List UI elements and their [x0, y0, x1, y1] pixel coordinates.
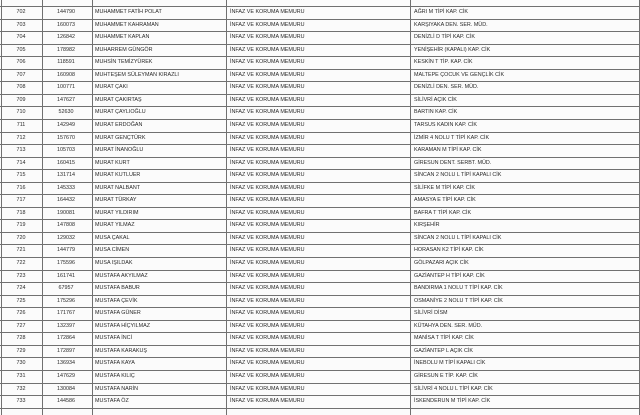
registry-number: 52630: [58, 109, 74, 116]
institution-name: AĞRI M TİPİ KAP. CİK: [414, 9, 469, 15]
registry-number: 144586: [57, 398, 75, 405]
position-title: İNFAZ VE KORUMA MEMURU: [230, 147, 305, 154]
row-divider: [0, 244, 640, 245]
position-title: İNFAZ VE KORUMA MEMURU: [230, 297, 305, 304]
registry-number: 147629: [57, 372, 75, 379]
full-name: MURAT ÇAYLIOĞLU: [95, 109, 146, 116]
row-number: 706: [16, 59, 26, 66]
position-title: İNFAZ VE KORUMA MEMURU: [230, 71, 305, 78]
full-name: MURAT ERDOĞAN: [95, 121, 143, 128]
row-divider: [0, 182, 640, 183]
position-title: İNFAZ VE KORUMA MEMURU: [230, 46, 305, 53]
table-row: [0, 219, 640, 232]
row-number: 707: [16, 71, 26, 78]
row-number: 702: [16, 9, 26, 15]
table-row: [0, 157, 640, 170]
institution-name: GİRESUN DENT. SERBT. MÜD.: [414, 159, 492, 166]
institution-name: HORASAN K2 TİPİ KAP. CİK: [414, 247, 484, 254]
table-row: [0, 357, 640, 370]
registry-number: 118591: [57, 59, 75, 66]
institution-name: KARŞIYAKA DEN. SER. MÜD.: [414, 21, 488, 28]
institution-name: KARAMAN M TİPİ KAP. CİK: [414, 147, 482, 154]
full-name: MUHAMMET FATİH POLAT: [95, 9, 162, 15]
row-divider: [0, 69, 640, 70]
row-number: 732: [16, 385, 26, 392]
institution-name: GAZİANTEP L AÇIK CİK: [414, 347, 474, 354]
table-row: [0, 6, 640, 19]
position-title: İNFAZ VE KORUMA MEMURU: [230, 310, 305, 317]
position-title: İNFAZ VE KORUMA MEMURU: [230, 234, 305, 241]
full-name: MUHTEŞEM SÜLEYMAN KIRAZLI: [95, 71, 179, 78]
full-name: MURAT ÇAKI: [95, 84, 128, 91]
registry-number: 160073: [57, 21, 75, 28]
registry-number: 145333: [57, 184, 75, 191]
institution-name: KESKİN T TİP. KAP. CİK: [414, 59, 473, 66]
registry-number: 157670: [57, 134, 75, 141]
row-divider: [0, 270, 640, 271]
institution-name: SİLİFKE M TİPİ KAP. CİK: [414, 184, 475, 191]
row-number: 731: [16, 372, 26, 379]
table-row: [0, 295, 640, 308]
row-divider: [0, 207, 640, 208]
registry-number: 131714: [57, 172, 75, 179]
position-title: İNFAZ VE KORUMA MEMURU: [230, 96, 305, 103]
institution-name: YENİŞEHİR (KAPALI) KAP. CİK: [414, 46, 491, 53]
position-title: İNFAZ VE KORUMA MEMURU: [230, 360, 305, 367]
institution-name: İNEBOLU M TİPİ KAPALI CİK: [414, 360, 486, 367]
registry-number: 175596: [57, 260, 75, 266]
table-row: [0, 244, 640, 257]
position-title: İNFAZ VE KORUMA MEMURU: [230, 172, 305, 179]
row-number: 703: [16, 21, 26, 28]
full-name: MUSTAFA GÜNER: [95, 310, 141, 317]
row-number: 721: [16, 247, 26, 254]
row-divider: [0, 44, 640, 45]
full-name: MUHAMMET KAPLAN: [95, 34, 150, 41]
institution-name: SİLİVRİ 4 NOLU L TİPİ KAP. CİK: [414, 385, 493, 392]
position-title: İNFAZ VE KORUMA MEMURU: [230, 84, 305, 91]
position-title: İNFAZ VE KORUMA MEMURU: [230, 209, 305, 216]
full-name: MUSTAFA ÇEVİK: [95, 297, 138, 304]
table-row: [0, 44, 640, 57]
institution-name: SİLİVRİ DİSM: [414, 310, 448, 317]
registry-number: 160415: [57, 159, 75, 166]
column-divider: [226, 0, 227, 415]
row-number: 712: [16, 134, 26, 141]
position-title: İNFAZ VE KORUMA MEMURU: [230, 247, 305, 254]
row-divider: [0, 94, 640, 95]
row-divider: [0, 132, 640, 133]
registry-number: 171767: [57, 310, 75, 317]
row-divider: [0, 357, 640, 358]
table-row: [0, 194, 640, 207]
position-title: İNFAZ VE KORUMA MEMURU: [230, 222, 305, 229]
full-name: MUSTAFA HİÇYILMAZ: [95, 322, 151, 329]
full-name: MURAT GENÇTÜRK: [95, 134, 146, 141]
institution-name: MALTEPE ÇOCUK VE GENÇLİK CİK: [414, 71, 505, 78]
full-name: MUSTAFA BABUR: [95, 285, 140, 292]
institution-name: İZMİR 4 NOLU T TİPİ KAP. CİK: [414, 134, 490, 141]
row-number: 718: [16, 209, 26, 216]
table-row: [0, 257, 640, 270]
row-divider: [0, 295, 640, 296]
row-divider: [0, 307, 640, 308]
row-number: 728: [16, 335, 26, 342]
row-number: 719: [16, 222, 26, 229]
registry-number: 144790: [57, 9, 75, 15]
row-divider: [0, 332, 640, 333]
full-name: MURAT KUTLUER: [95, 172, 141, 179]
institution-name: DENİZLİ D TİPİ KAP. CİK: [414, 34, 475, 41]
row-number: 722: [16, 260, 26, 266]
row-number: 711: [16, 121, 26, 128]
row-divider: [0, 56, 640, 57]
full-name: MUHSİN TEMİZYÜREK: [95, 59, 153, 66]
institution-name: KIRŞEHİR: [414, 222, 440, 229]
row-number: 730: [16, 360, 26, 367]
institution-name: OSMANİYE 2 NOLU T TİPİ KAP. CİK: [414, 297, 503, 304]
row-number: 724: [16, 285, 26, 292]
column-divider: [92, 0, 93, 415]
position-title: İNFAZ VE KORUMA MEMURU: [230, 159, 305, 166]
registry-number: 175296: [57, 297, 75, 304]
full-name: MURAT TÜRKAY: [95, 197, 137, 204]
column-divider: [42, 0, 43, 415]
position-title: İNFAZ VE KORUMA MEMURU: [230, 385, 305, 392]
full-name: MUSA IŞILDAK: [95, 260, 133, 266]
row-number: 709: [16, 96, 26, 103]
table-row: [0, 56, 640, 69]
registry-number: 136934: [57, 360, 75, 367]
institution-name: TARSUS KADIN KAP. CİK: [414, 121, 478, 128]
position-title: İNFAZ VE KORUMA MEMURU: [230, 260, 305, 266]
row-divider: [0, 383, 640, 384]
position-title: İNFAZ VE KORUMA MEMURU: [230, 184, 305, 191]
registry-number: 172897: [57, 347, 75, 354]
row-divider: [0, 119, 640, 120]
table-row: [0, 106, 640, 119]
full-name: MURAT YILDIRIM: [95, 209, 139, 216]
table-row: [0, 282, 640, 295]
position-title: İNFAZ VE KORUMA MEMURU: [230, 197, 305, 204]
table-row: [0, 81, 640, 94]
full-name: MUSTAFA AKYILMAZ: [95, 272, 148, 279]
table-row: [0, 320, 640, 333]
row-number: 704: [16, 34, 26, 41]
row-number: 723: [16, 272, 26, 279]
full-name: MUHAMMET KAHRAMAN: [95, 21, 159, 28]
position-title: İNFAZ VE KORUMA MEMURU: [230, 335, 305, 342]
table-row: [0, 307, 640, 320]
row-number: 715: [16, 172, 26, 179]
registry-number: 172864: [57, 335, 75, 342]
row-number: 708: [16, 84, 26, 91]
column-divider: [1, 0, 2, 415]
institution-name: MANİSA T TİPİ KAP. CİK: [414, 335, 474, 342]
registry-number: 129032: [57, 234, 75, 241]
institution-name: GAZİANTEP H TİPİ KAP. CİK: [414, 272, 485, 279]
registry-number: 67957: [58, 285, 74, 292]
table-row: [0, 395, 640, 408]
registry-number: 164432: [57, 197, 75, 204]
row-divider: [0, 144, 640, 145]
position-title: İNFAZ VE KORUMA MEMURU: [230, 272, 305, 279]
position-title: İNFAZ VE KORUMA MEMURU: [230, 322, 305, 329]
row-divider: [0, 370, 640, 371]
institution-name: BANDIRMA 1 NOLU T TİPİ KAP. CİK: [414, 285, 503, 292]
row-divider: [0, 219, 640, 220]
table-row: [0, 31, 640, 44]
position-title: İNFAZ VE KORUMA MEMURU: [230, 109, 305, 116]
full-name: MURAT KURT: [95, 159, 130, 166]
full-name: MUSTAFA KILIÇ: [95, 372, 135, 379]
position-title: İNFAZ VE KORUMA MEMURU: [230, 34, 305, 41]
position-title: İNFAZ VE KORUMA MEMURU: [230, 121, 305, 128]
row-number: 710: [16, 109, 26, 116]
full-name: MURAT İNANOĞLU: [95, 147, 144, 154]
registry-number: 130084: [57, 385, 75, 392]
row-divider: [0, 345, 640, 346]
row-number: 705: [16, 46, 26, 53]
row-divider: [0, 106, 640, 107]
row-number: 729: [16, 347, 26, 354]
row-divider: [0, 6, 640, 7]
registry-number: 126842: [57, 34, 75, 41]
row-divider: [0, 232, 640, 233]
position-title: İNFAZ VE KORUMA MEMURU: [230, 347, 305, 354]
row-divider: [0, 194, 640, 195]
table-row: [0, 119, 640, 132]
registry-number: 144779: [57, 247, 75, 254]
registry-number: 142949: [57, 121, 75, 128]
row-divider: [0, 282, 640, 283]
table-row: [0, 94, 640, 107]
institution-name: BARTIN KAP. CİK: [414, 109, 458, 116]
row-divider: [0, 19, 640, 20]
institution-name: SİNCAN 2 NOLU L TİPİ KAPALI CİK: [414, 172, 502, 179]
row-divider: [0, 31, 640, 32]
full-name: MUSTAFA NARİN: [95, 385, 139, 392]
position-title: İNFAZ VE KORUMA MEMURU: [230, 398, 305, 405]
full-name: MURAT ÇAKIRTAŞ: [95, 96, 142, 103]
row-divider: [0, 157, 640, 158]
registry-number: 132397: [57, 322, 75, 329]
full-name: MUSA ÇAKAL: [95, 234, 130, 241]
table-row: [0, 232, 640, 245]
position-title: İNFAZ VE KORUMA MEMURU: [230, 9, 305, 15]
row-divider: [0, 81, 640, 82]
row-divider: [0, 395, 640, 396]
table-row: [0, 332, 640, 345]
table-row: [0, 19, 640, 32]
full-name: MUSTAFA KAYA: [95, 360, 135, 367]
registry-number: 100771: [57, 84, 75, 91]
table-row: [0, 144, 640, 157]
row-number: 716: [16, 184, 26, 191]
institution-name: SİLİVRİ AÇIK CİK: [414, 96, 457, 103]
row-number: 714: [16, 159, 26, 166]
institution-name: DENİZLİ DEN. SER. MÜD.: [414, 84, 479, 91]
row-divider: [0, 169, 640, 170]
institution-name: SİNCAN 2 NOLU L TİPİ KAPALI CİK: [414, 234, 502, 241]
table-row: [0, 207, 640, 220]
table-row: [0, 345, 640, 358]
full-name: MUSTAFA ÖZ: [95, 398, 129, 405]
table-row: [0, 383, 640, 396]
full-name: MURAT NALBANT: [95, 184, 141, 191]
position-title: İNFAZ VE KORUMA MEMURU: [230, 134, 305, 141]
row-divider: [0, 408, 640, 409]
institution-name: KÜTAHYA DEN. SER. MÜD.: [414, 322, 483, 329]
position-title: İNFAZ VE KORUMA MEMURU: [230, 21, 305, 28]
table-row: [0, 182, 640, 195]
table-row: [0, 132, 640, 145]
row-number: 726: [16, 310, 26, 317]
table-row: [0, 69, 640, 82]
registry-number: 147627: [57, 96, 75, 103]
table-row: [0, 270, 640, 283]
table-row: [0, 370, 640, 383]
row-divider: [0, 257, 640, 258]
institution-name: BAFRA T TİPİ KAP. CİK: [414, 209, 472, 216]
registry-number: 161741: [57, 272, 75, 279]
full-name: MUSTAFA KARAKUŞ: [95, 347, 148, 354]
full-name: MUSA CİMEN: [95, 247, 130, 254]
registry-number: 105703: [57, 147, 75, 154]
column-divider: [410, 0, 411, 415]
table-row: [0, 169, 640, 182]
registry-number: 160908: [57, 71, 75, 78]
full-name: MUSTAFA İNCİ: [95, 335, 133, 342]
full-name: MUHARREM GÜNGÖR: [95, 46, 153, 53]
institution-name: GÖLPAZARI AÇIK CİK: [414, 260, 469, 266]
position-title: İNFAZ VE KORUMA MEMURU: [230, 372, 305, 379]
institution-name: GİRESUN E TİP. KAP. CİK: [414, 372, 478, 379]
registry-number: 147808: [57, 222, 75, 229]
row-number: 725: [16, 297, 26, 304]
row-divider: [0, 320, 640, 321]
row-number: 713: [16, 147, 26, 154]
position-title: İNFAZ VE KORUMA MEMURU: [230, 285, 305, 292]
institution-name: İSKENDERUN M TİPİ KAP. CİK: [414, 398, 491, 405]
full-name: MURAT YILMAZ: [95, 222, 135, 229]
position-title: İNFAZ VE KORUMA MEMURU: [230, 59, 305, 66]
row-number: 720: [16, 234, 26, 241]
registry-number: 190081: [57, 209, 75, 216]
row-number: 727: [16, 322, 26, 329]
institution-name: AMASYA E TİPİ KAP. CİK: [414, 197, 476, 204]
row-number: 717: [16, 197, 26, 204]
registry-number: 178982: [57, 46, 75, 53]
row-number: 733: [16, 398, 26, 405]
